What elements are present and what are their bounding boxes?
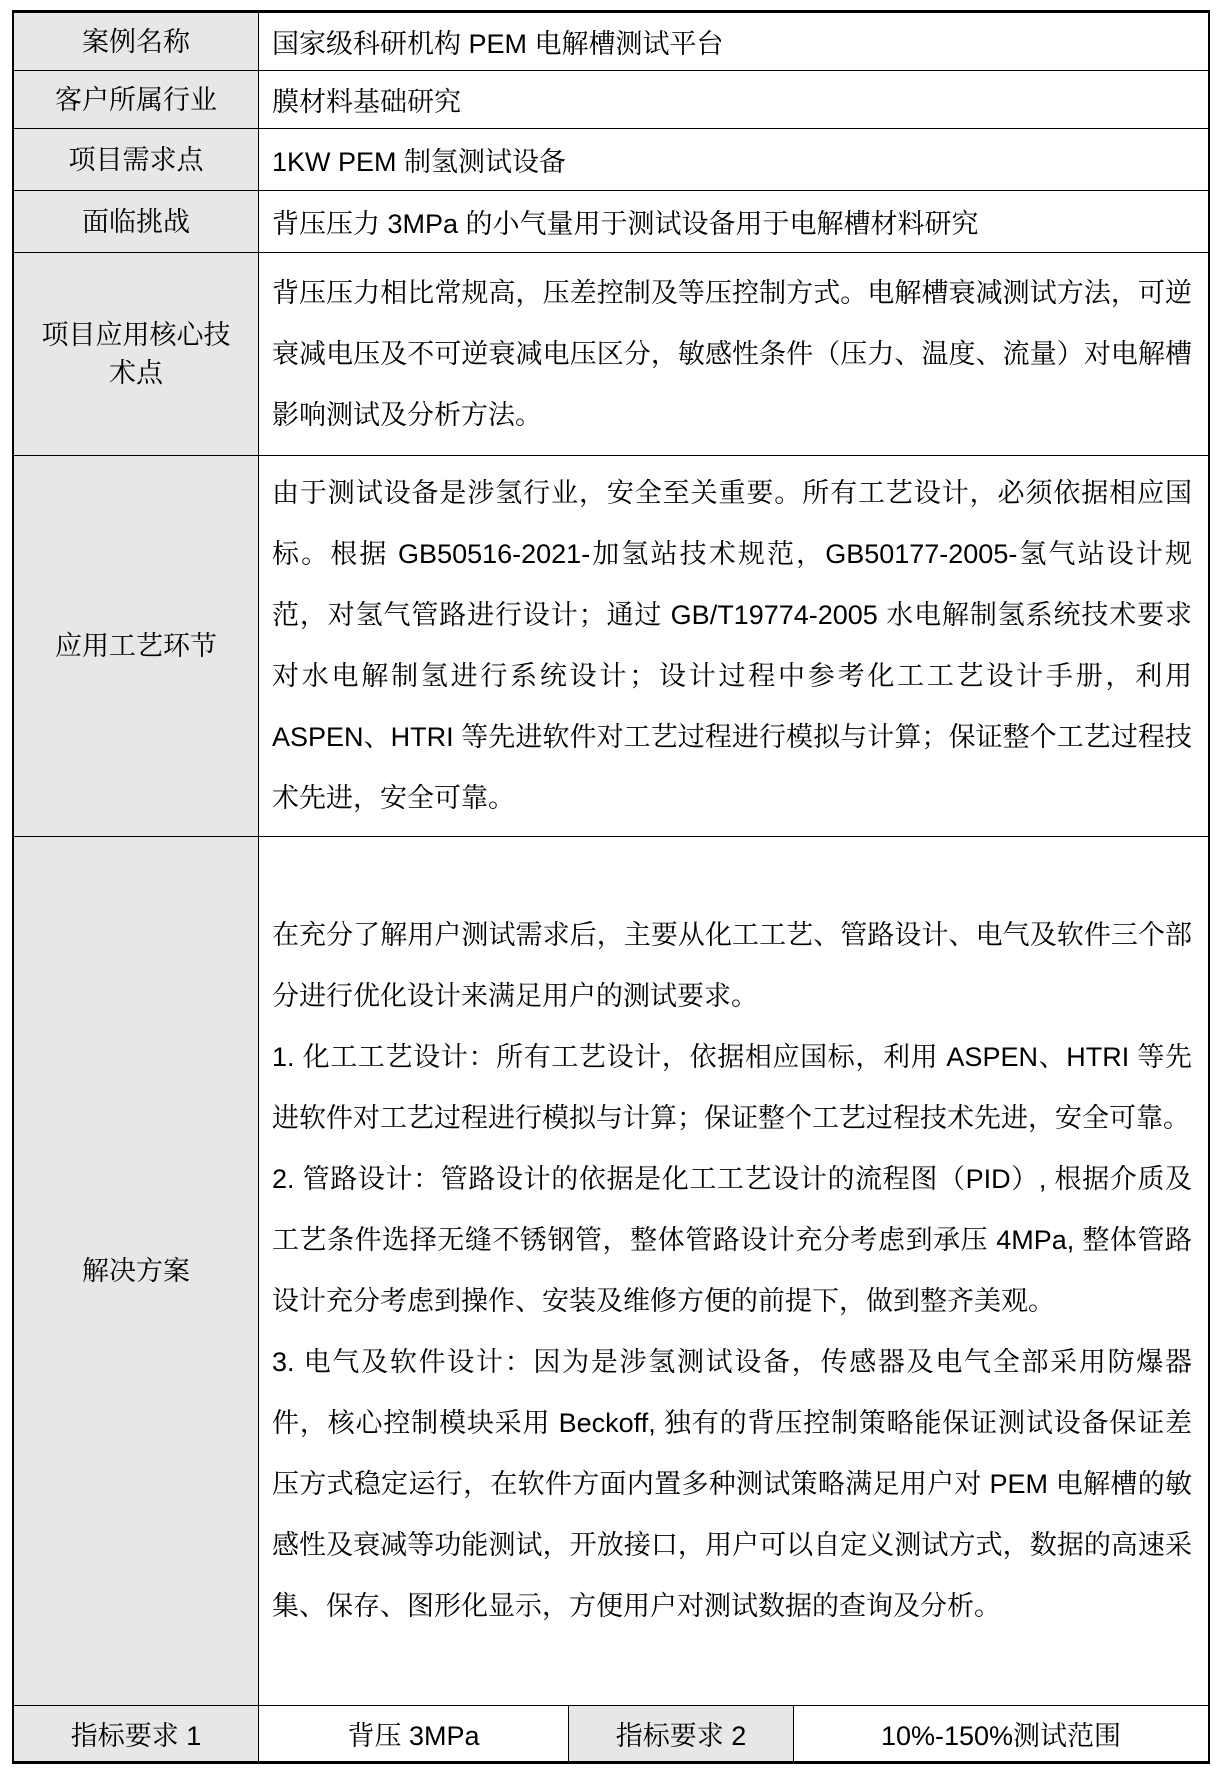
case-study-table bbox=[12, 10, 1210, 1764]
challenge-text: 背压压力 3MPa 的小气量用于测试设备用于电解槽材料研究 bbox=[272, 209, 979, 239]
solution-intro-text: 在充分了解用户测试需求后，主要从化工工艺、管路设计、电气及软件三个部分进行优化设计来满足用户的测试要求。 bbox=[272, 920, 1192, 1011]
metric-2-value: 10%-150%测试范围 bbox=[880, 1721, 1122, 1751]
customer-industry-text: 膜材料基础研究 bbox=[272, 87, 461, 117]
process-stage-text: 由于测试设备是涉氢行业，安全至关重要。所有工艺设计，必须依据相应国标。根据 GB50516-2021-加氢站技术规范，GB50177-2005-氢气站设计规范，对氢气管路进行设计；通过 GB/T19774-2005 水电解制氢系统技术要求对水电解制氢进行系统设计；设计过程中参考化工工艺设计手册，利用 ASPEN、HTRI 等先进软件对工艺过程进行模拟与计算；保证整个工艺过程技术先进，安全可靠。 bbox=[272, 478, 1192, 813]
table-row-core-technology bbox=[14, 252, 1208, 455]
case-name-text: 国家级科研机构 PEM 电解槽测试平台 bbox=[272, 29, 724, 59]
row-content-challenge bbox=[259, 191, 1208, 252]
row-content-project-requirement bbox=[259, 129, 1208, 190]
solution-item-2-text: 2. 管路设计：管路设计的依据是化工工艺设计的流程图（PID）, 根据介质及工艺条件选择无缝不锈钢管，整体管路设计充分考虑到承压 4MPa, 整体管路设计充分考虑到操作、安装及维修方便的前提下，做到整齐美观。 bbox=[272, 1164, 1192, 1316]
row-label-challenge: 面临挑战 bbox=[14, 191, 259, 252]
table-row-case-name bbox=[14, 13, 1208, 70]
table-row-challenge bbox=[14, 190, 1208, 252]
solution-item-3-text: 3. 电气及软件设计：因为是涉氢测试设备，传感器及电气全部采用防爆器件，核心控制模块采用 Beckoff, 独有的背压控制策略能保证测试设备保证差压方式稳定运行，在软件方面内置多种测试策略满足用户对 PEM 电解槽的敏感性及衰减等功能测试，开放接口，用户可以自定义测试方式，数据的高速采集、保存、图形化显示，方便用户对测试数据的查询及分析。 bbox=[272, 1347, 1192, 1621]
row-label-core-technology: 项目应用核心技术点 bbox=[14, 253, 259, 455]
project-requirement-text: 1KW PEM 制氢测试设备 bbox=[272, 147, 567, 177]
core-technology-text: 背压压力相比常规高，压差控制及等压控制方式。电解槽衰减测试方法，可逆衰减电压及不可逆衰减电压区分，敏感性条件（压力、温度、流量）对电解槽影响测试及分析方法。 bbox=[272, 277, 1192, 430]
table-row-customer-industry bbox=[14, 70, 1208, 128]
row-label-process-stage: 应用工艺环节 bbox=[14, 456, 259, 836]
row-content-solution bbox=[259, 837, 1208, 1705]
solution-item-1-text: 1. 化工工艺设计：所有工艺设计，依据相应国标，利用 ASPEN、HTRI 等先进软件对工艺过程进行模拟与计算；保证整个工艺过程技术先进，安全可靠。 bbox=[272, 1042, 1192, 1133]
row-content-process-stage bbox=[259, 456, 1208, 836]
row-label-solution: 解决方案 bbox=[14, 837, 259, 1705]
row-content-core-technology bbox=[259, 253, 1208, 455]
metric-1-value: 背压 3MPa bbox=[259, 1706, 569, 1761]
table-row-project-requirement bbox=[14, 128, 1208, 190]
table-row-metrics bbox=[14, 1705, 1208, 1761]
row-label-case-name: 案例名称 bbox=[14, 13, 259, 70]
row-label-customer-industry: 客户所属行业 bbox=[14, 71, 259, 128]
row-content-customer-industry bbox=[259, 71, 1208, 128]
table-row-process-stage bbox=[14, 455, 1208, 836]
row-label-project-requirement: 项目需求点 bbox=[14, 129, 259, 190]
table-row-solution bbox=[14, 836, 1208, 1705]
metric-2-label: 指标要求 2 bbox=[569, 1706, 794, 1761]
metric-1-label: 指标要求 1 bbox=[14, 1706, 259, 1761]
row-content-case-name bbox=[259, 13, 1208, 70]
